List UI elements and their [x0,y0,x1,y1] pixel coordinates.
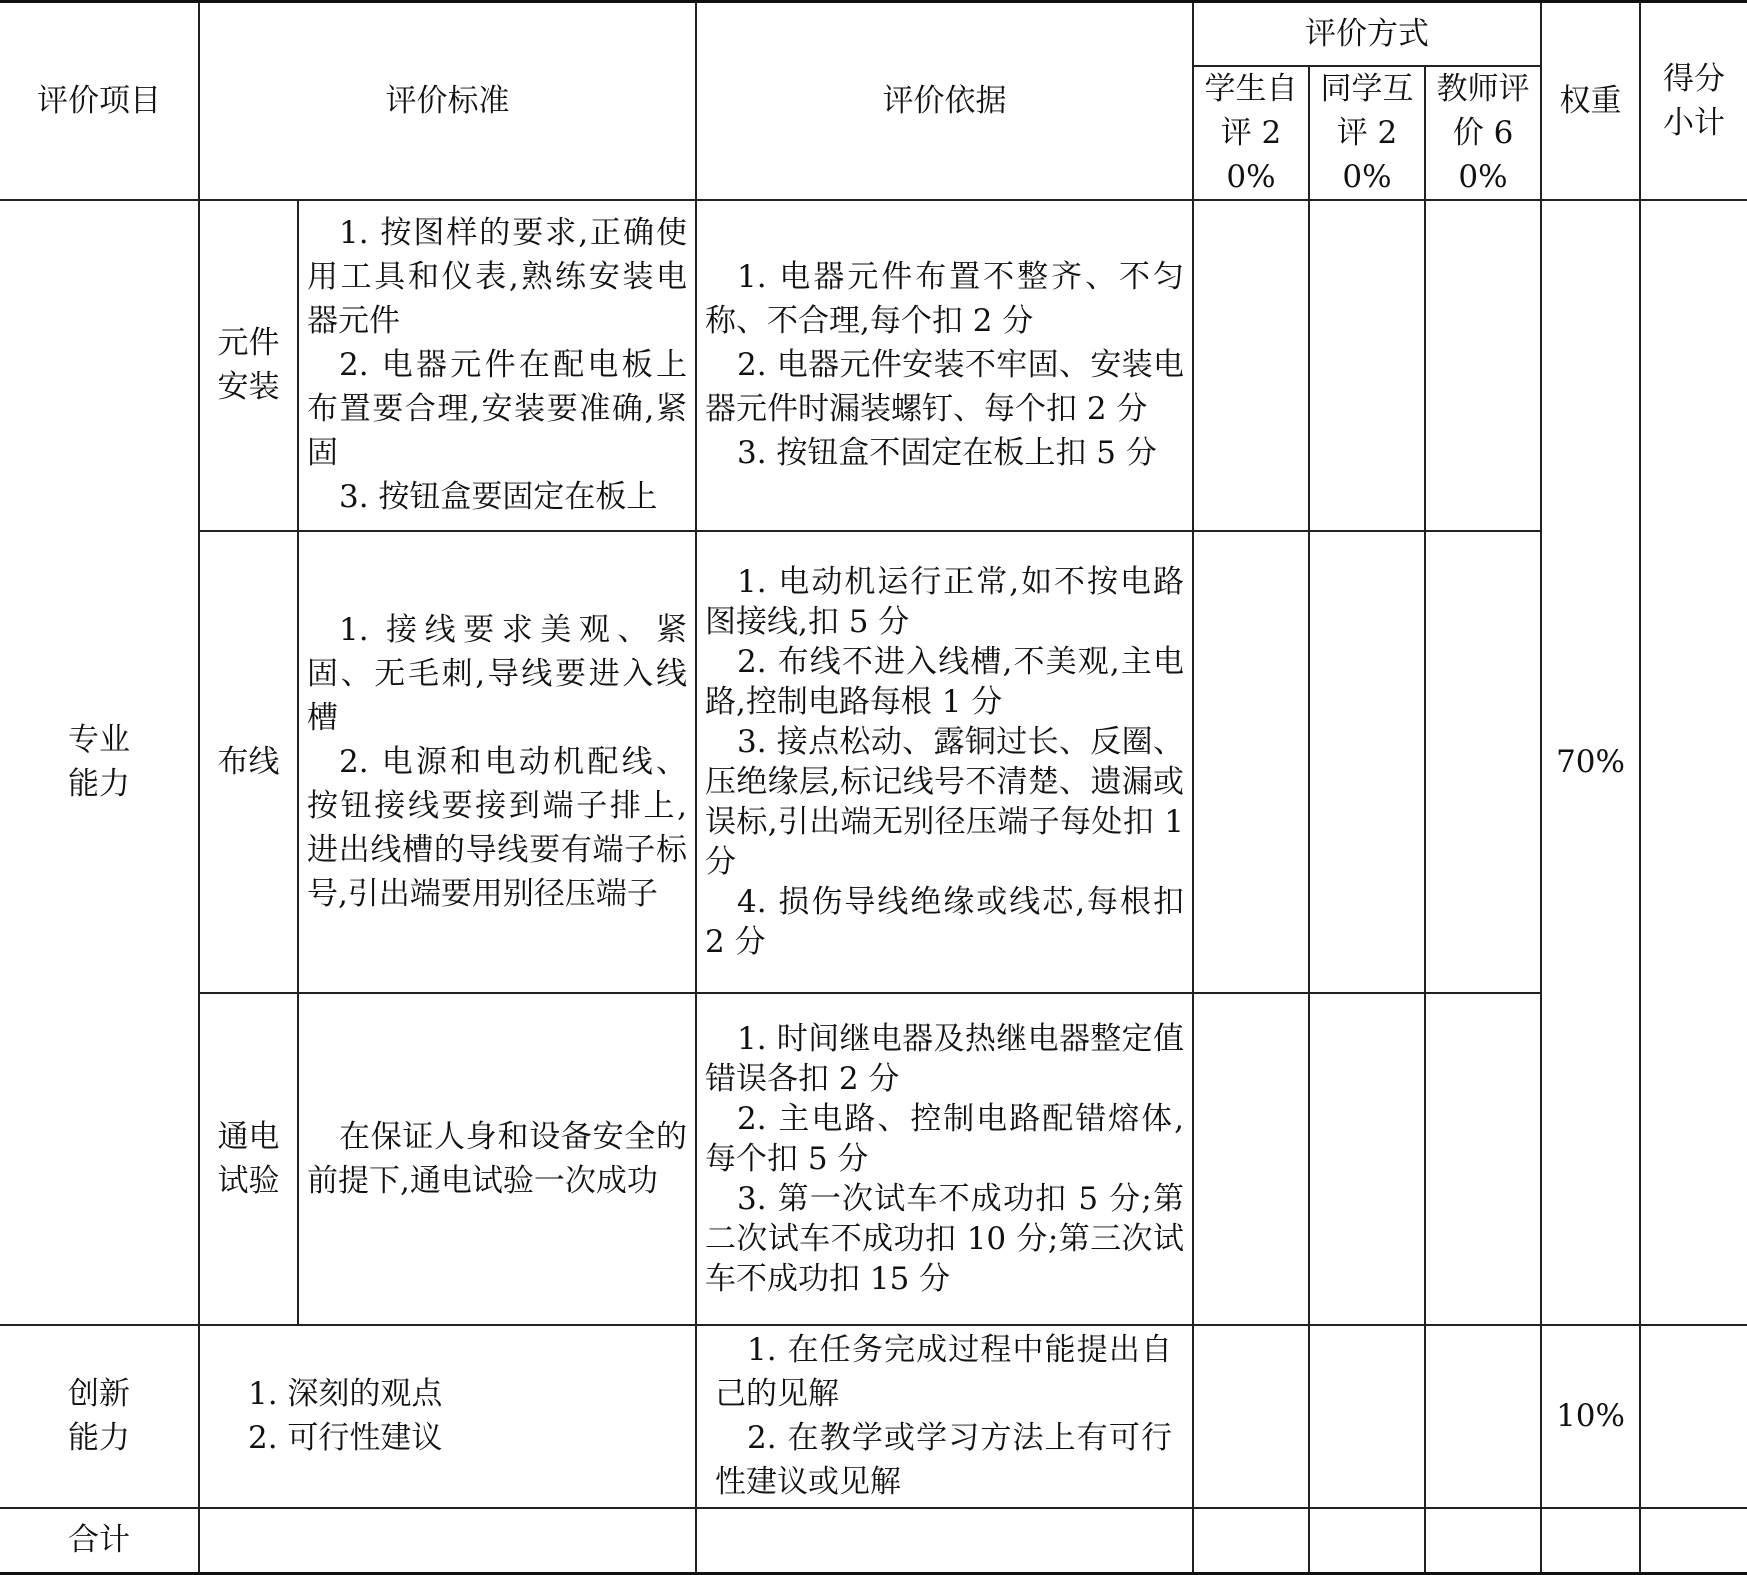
standard-text: 3. 按钮盒要固定在板上 [339,479,658,515]
header-item: 评价项目 [0,2,199,200]
method-self-line-2: 评 20% [1220,114,1282,195]
score-subtotal-innovation[interactable] [1640,1325,1747,1508]
standard-text: 2. 电器元件在配电板上布置要合理,安装要准确,紧固 [307,347,687,471]
subitem-line-2: 试验 [217,1162,280,1199]
header-method-peer [1309,66,1425,200]
subitem-line-1: 元件 [217,325,280,361]
score-peer-cell[interactable] [1309,993,1425,1325]
header-score [1640,2,1747,200]
basis-cell [696,1325,1193,1508]
score-peer-cell[interactable] [1309,531,1425,993]
basis-text: 1. 电动机运行正常,如不按电路图接线,扣 5 分 [705,563,1184,640]
score-self-cell[interactable] [1193,1325,1309,1508]
basis-text: 1. 在任务完成过程中能提出自己的见解 [715,1332,1172,1412]
method-peer-line-2: 评 20% [1336,114,1398,195]
header-standard: 评价标准 [199,2,696,200]
method-self-line-1: 学生自 [1204,70,1298,107]
total-peer-cell[interactable] [1309,1508,1425,1574]
category-professional [0,200,199,1325]
basis-text: 3. 第一次试车不成功扣 5 分;第二次试车不成功扣 10 分;第三次试车不成功扣 15 分 [705,1180,1184,1297]
header-weight: 权重 [1541,2,1640,200]
standard-cell [298,200,696,531]
basis-cell [696,200,1193,531]
weight-innovation: 10% [1541,1325,1640,1508]
score-self-cell[interactable] [1193,531,1309,993]
total-standard-cell [199,1508,696,1574]
category-line-2: 能力 [68,1420,130,1456]
category-line-1: 创新 [68,1376,130,1412]
score-subtotal-professional[interactable] [1640,200,1747,1325]
standard-text: 1. 按图样的要求,正确使用工具和仪表,熟练安装电器元件 [307,215,687,339]
header-method: 评价方式 [1193,2,1541,66]
header-score-line-2: 小计 [1663,104,1726,141]
table-row [0,1325,1747,1508]
basis-text: 2. 在教学或学习方法上有可行性建议或见解 [715,1420,1172,1500]
score-teacher-cell[interactable] [1425,1325,1541,1508]
score-teacher-cell[interactable] [1425,531,1541,993]
score-peer-cell[interactable] [1309,1325,1425,1508]
standard-cell [298,993,696,1325]
method-peer-line-1: 同学互 [1320,70,1414,107]
score-self-cell[interactable] [1193,993,1309,1325]
header-method-self [1193,66,1309,200]
method-teacher-line-1: 教师评 [1436,70,1530,107]
method-teacher-line-2: 价 60% [1452,114,1514,195]
basis-text: 4. 损伤导线绝缘或线芯,每根扣 2 分 [705,883,1184,960]
table-row [0,993,1747,1325]
basis-text: 2. 布线不进入线槽,不美观,主电路,控制电路每根 1 分 [705,643,1184,720]
total-self-cell[interactable] [1193,1508,1309,1574]
basis-text: 3. 按钮盒不固定在板上扣 5 分 [737,435,1157,471]
category-line-2: 能力 [68,766,130,802]
score-peer-cell[interactable] [1309,200,1425,531]
standard-text: 1. 接线要求美观、紧固、无毛刺,导线要进入线槽 [307,611,687,736]
subitem-line-1: 通电 [217,1118,280,1155]
total-row [0,1508,1747,1574]
subitem-line-1: 布线 [217,743,280,780]
total-teacher-cell[interactable] [1425,1508,1541,1574]
total-score-cell[interactable] [1640,1508,1747,1574]
basis-text: 2. 主电路、控制电路配错熔体,每个扣 5 分 [705,1100,1184,1177]
total-basis-cell [696,1508,1193,1574]
category-line-1: 专业 [68,722,130,758]
basis-text: 1. 电器元件布置不整齐、不匀称、不合理,每个扣 2 分 [705,259,1184,339]
basis-text: 1. 时间继电器及热继电器整定值错误各扣 2 分 [705,1020,1184,1097]
basis-text: 3. 接点松动、露铜过长、反圈、压绝缘层,标记线号不清楚、遗漏或误标,引出端无别径压端子每处扣 1 分 [705,723,1184,880]
header-method-teacher [1425,66,1541,200]
score-teacher-cell[interactable] [1425,993,1541,1325]
table-row [0,531,1747,993]
subitem-label [199,531,298,993]
basis-cell [696,531,1193,993]
standard-cell [199,1325,696,1508]
standard-text: 在保证人身和设备安全的前提下,通电试验一次成功 [307,1118,687,1199]
header-row-1 [0,2,1747,66]
subitem-label [199,200,298,531]
basis-text: 2. 电器元件安装不牢固、安装电器元件时漏装螺钉、每个扣 2 分 [705,347,1184,427]
table-row [0,200,1747,531]
weight-professional: 70% [1541,200,1640,1325]
score-teacher-cell[interactable] [1425,200,1541,531]
subitem-label [199,993,298,1325]
standard-text: 2. 可行性建议 [248,1420,443,1456]
total-label: 合计 [0,1508,199,1574]
standard-cell [298,531,696,993]
subitem-line-2: 安装 [217,369,280,405]
score-self-cell[interactable] [1193,200,1309,531]
basis-cell [696,993,1193,1325]
header-basis: 评价依据 [696,2,1193,200]
standard-text: 1. 深刻的观点 [248,1376,443,1412]
header-score-line-1: 得分 [1663,60,1726,97]
total-weight-cell [1541,1508,1640,1574]
category-innovation [0,1325,199,1508]
standard-text: 2. 电源和电动机配线、按钮接线要接到端子排上,进出线槽的导线要有端子标号,引出端要用别径压端子 [307,743,687,912]
